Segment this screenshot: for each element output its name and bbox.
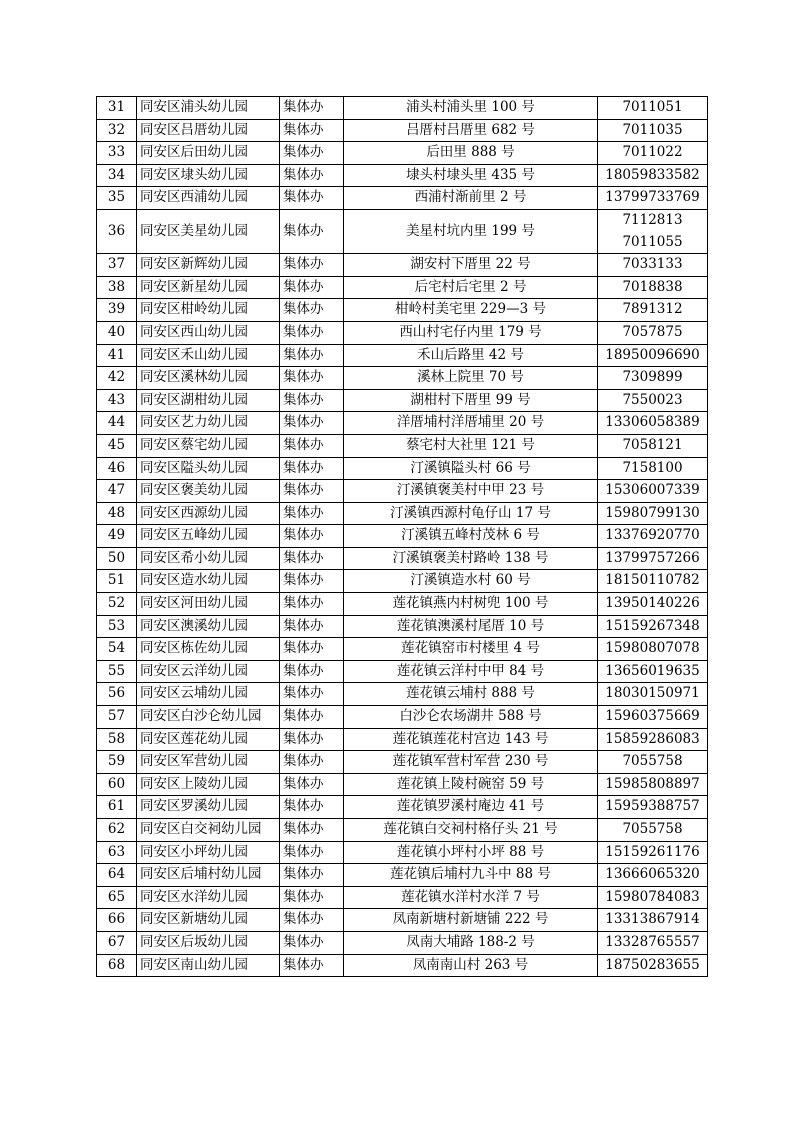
table-row <box>97 683 708 706</box>
table-row <box>97 209 708 253</box>
phone-number: 7011022 <box>622 144 683 161</box>
address: 西浦村渐前里 2 号 <box>344 187 598 210</box>
phone <box>598 187 708 210</box>
address: 莲花镇军营村军营 230 号 <box>344 751 598 774</box>
phone-number: 18030150971 <box>605 685 700 702</box>
ownership-type: 集体办 <box>280 593 344 616</box>
row-number: 62 <box>97 819 137 842</box>
phone-number: 7309899 <box>622 369 683 386</box>
phone-number: 15980799130 <box>605 504 700 521</box>
ownership-type: 集体办 <box>280 864 344 887</box>
row-number: 61 <box>97 796 137 819</box>
phone-number: 7057875 <box>622 323 683 340</box>
address: 凤南新塘村新塘铺 222 号 <box>344 909 598 932</box>
kindergarten-name: 同安区后坂幼儿园 <box>137 931 280 954</box>
phone-number: 15960375669 <box>605 708 700 725</box>
phone <box>598 909 708 932</box>
kindergarten-name: 同安区五峰幼儿园 <box>137 525 280 548</box>
kindergarten-name: 同安区白交祠幼儿园 <box>137 819 280 842</box>
kindergarten-name: 同安区云洋幼儿园 <box>137 660 280 683</box>
phone <box>598 638 708 661</box>
kindergarten-name: 同安区湖柑幼儿园 <box>137 389 280 412</box>
table-row <box>97 502 708 525</box>
row-number: 45 <box>97 434 137 457</box>
phone <box>598 367 708 390</box>
phone-number: 18150110782 <box>605 572 700 589</box>
row-number: 66 <box>97 909 137 932</box>
address: 浦头村浦头里 100 号 <box>344 97 598 120</box>
kindergarten-name: 同安区新塘幼儿园 <box>137 909 280 932</box>
ownership-type: 集体办 <box>280 886 344 909</box>
kindergarten-name: 同安区禾山幼儿园 <box>137 344 280 367</box>
ownership-type: 集体办 <box>280 97 344 120</box>
address: 后田里 888 号 <box>344 142 598 165</box>
kindergarten-name: 同安区艺力幼儿园 <box>137 412 280 435</box>
kindergarten-name: 同安区上陵幼儿园 <box>137 773 280 796</box>
table-row <box>97 321 708 344</box>
phone-number: 18950096690 <box>605 346 700 363</box>
table-row <box>97 547 708 570</box>
kindergarten-name: 同安区云埔幼儿园 <box>137 683 280 706</box>
phone-number: 18750283655 <box>605 956 700 973</box>
table-row <box>97 570 708 593</box>
address: 西山村宅仔内里 179 号 <box>344 321 598 344</box>
row-number: 42 <box>97 367 137 390</box>
row-number: 37 <box>97 254 137 277</box>
ownership-type: 集体办 <box>280 615 344 638</box>
ownership-type: 集体办 <box>280 706 344 729</box>
ownership-type: 集体办 <box>280 142 344 165</box>
address: 汀溪镇西源村龟仔山 17 号 <box>344 502 598 525</box>
address: 莲花镇云埔村 888 号 <box>344 683 598 706</box>
row-number: 39 <box>97 299 137 322</box>
address: 莲花镇澳溪村尾厝 10 号 <box>344 615 598 638</box>
address: 莲花镇水洋村水洋 7 号 <box>344 886 598 909</box>
phone <box>598 547 708 570</box>
phone-number: 15306007339 <box>605 482 700 499</box>
row-number: 46 <box>97 457 137 480</box>
ownership-type: 集体办 <box>280 254 344 277</box>
phone-number: 18059833582 <box>605 166 700 183</box>
ownership-type: 集体办 <box>280 344 344 367</box>
row-number: 31 <box>97 97 137 120</box>
phone-number: 13376920770 <box>605 527 700 544</box>
phone <box>598 209 708 253</box>
table-row <box>97 389 708 412</box>
address: 湖安村下厝里 22 号 <box>344 254 598 277</box>
kindergarten-name: 同安区澳溪幼儿园 <box>137 615 280 638</box>
phone-number: 7058121 <box>622 436 683 453</box>
kindergarten-name: 同安区水洋幼儿园 <box>137 886 280 909</box>
kindergarten-name: 同安区小坪幼儿园 <box>137 841 280 864</box>
kindergarten-name: 同安区蔡宅幼儿园 <box>137 434 280 457</box>
phone <box>598 683 708 706</box>
address: 莲花镇莲花村宫边 143 号 <box>344 728 598 751</box>
kindergarten-name: 同安区西浦幼儿园 <box>137 187 280 210</box>
ownership-type: 集体办 <box>280 547 344 570</box>
address: 禾山后路里 42 号 <box>344 344 598 367</box>
ownership-type: 集体办 <box>280 954 344 977</box>
phone-number: 15980807078 <box>605 640 700 657</box>
address: 莲花镇白交祠村格仔头 21 号 <box>344 819 598 842</box>
row-number: 54 <box>97 638 137 661</box>
table-row <box>97 615 708 638</box>
phone <box>598 751 708 774</box>
phone-number: 13656019635 <box>605 662 700 679</box>
kindergarten-table <box>96 96 708 977</box>
table-row <box>97 660 708 683</box>
row-number: 47 <box>97 480 137 503</box>
ownership-type: 集体办 <box>280 321 344 344</box>
ownership-type: 集体办 <box>280 412 344 435</box>
ownership-type: 集体办 <box>280 457 344 480</box>
address: 洋厝埔村洋厝埔里 20 号 <box>344 412 598 435</box>
kindergarten-name: 同安区白沙仑幼儿园 <box>137 706 280 729</box>
ownership-type: 集体办 <box>280 773 344 796</box>
phone <box>598 254 708 277</box>
ownership-type: 集体办 <box>280 480 344 503</box>
address: 汀溪镇褒美村中甲 23 号 <box>344 480 598 503</box>
phone-number: 7011035 <box>622 121 683 138</box>
table-row <box>97 412 708 435</box>
table-row <box>97 909 708 932</box>
phone-number: 7033133 <box>622 256 683 273</box>
phone <box>598 97 708 120</box>
kindergarten-name: 同安区莲花幼儿园 <box>137 728 280 751</box>
phone <box>598 819 708 842</box>
row-number: 52 <box>97 593 137 616</box>
phone <box>598 480 708 503</box>
phone-number: 15159267348 <box>605 617 700 634</box>
kindergarten-name: 同安区美星幼儿园 <box>137 209 280 253</box>
row-number: 38 <box>97 276 137 299</box>
kindergarten-name: 同安区吕厝幼儿园 <box>137 119 280 142</box>
table-row <box>97 367 708 390</box>
kindergarten-name: 同安区隘头幼儿园 <box>137 457 280 480</box>
kindergarten-name: 同安区西源幼儿园 <box>137 502 280 525</box>
phone-number: 7055758 <box>622 753 683 770</box>
phone <box>598 864 708 887</box>
table-row <box>97 299 708 322</box>
ownership-type: 集体办 <box>280 796 344 819</box>
ownership-type: 集体办 <box>280 841 344 864</box>
kindergarten-name: 同安区埭头幼儿园 <box>137 164 280 187</box>
row-number: 68 <box>97 954 137 977</box>
row-number: 53 <box>97 615 137 638</box>
row-number: 43 <box>97 389 137 412</box>
row-number: 33 <box>97 142 137 165</box>
phone <box>598 502 708 525</box>
phone-number: 13799757266 <box>605 549 700 566</box>
phone <box>598 728 708 751</box>
phone <box>598 412 708 435</box>
phone-number: 15980784083 <box>605 888 700 905</box>
address: 湖柑村下厝里 99 号 <box>344 389 598 412</box>
kindergarten-name: 同安区浦头幼儿园 <box>137 97 280 120</box>
ownership-type: 集体办 <box>280 187 344 210</box>
phone <box>598 706 708 729</box>
phone-number: 15959388757 <box>605 798 700 815</box>
kindergarten-name: 同安区后埔村幼儿园 <box>137 864 280 887</box>
ownership-type: 集体办 <box>280 819 344 842</box>
address: 汀溪镇褒美村路岭 138 号 <box>344 547 598 570</box>
phone-number: 15859286083 <box>605 730 700 747</box>
phone <box>598 886 708 909</box>
address: 柑岭村美宅里 229—3 号 <box>344 299 598 322</box>
row-number: 32 <box>97 119 137 142</box>
address: 汀溪镇造水村 60 号 <box>344 570 598 593</box>
table-row <box>97 119 708 142</box>
ownership-type: 集体办 <box>280 931 344 954</box>
table-row <box>97 819 708 842</box>
table-body <box>97 97 708 977</box>
phone-number: 13313867914 <box>605 911 700 928</box>
table-row <box>97 593 708 616</box>
table-row <box>97 142 708 165</box>
row-number: 51 <box>97 570 137 593</box>
kindergarten-name: 同安区造水幼儿园 <box>137 570 280 593</box>
phone-number: 13328765557 <box>605 933 700 950</box>
kindergarten-name: 同安区新星幼儿园 <box>137 276 280 299</box>
table-row <box>97 97 708 120</box>
address: 后宅村后宅里 2 号 <box>344 276 598 299</box>
address: 汀溪镇五峰村茂林 6 号 <box>344 525 598 548</box>
phone <box>598 796 708 819</box>
ownership-type: 集体办 <box>280 751 344 774</box>
phone <box>598 344 708 367</box>
table-row <box>97 254 708 277</box>
table-row <box>97 164 708 187</box>
phone <box>598 570 708 593</box>
phone <box>598 276 708 299</box>
phone-number: 13666065320 <box>605 866 700 883</box>
table-row <box>97 706 708 729</box>
table-row <box>97 841 708 864</box>
table-row <box>97 931 708 954</box>
table-row <box>97 773 708 796</box>
table-row <box>97 864 708 887</box>
phone <box>598 457 708 480</box>
kindergarten-name: 同安区柑岭幼儿园 <box>137 299 280 322</box>
ownership-type: 集体办 <box>280 276 344 299</box>
ownership-type: 集体办 <box>280 638 344 661</box>
ownership-type: 集体办 <box>280 209 344 253</box>
kindergarten-name: 同安区南山幼儿园 <box>137 954 280 977</box>
row-number: 35 <box>97 187 137 210</box>
phone-number: 7112813 <box>622 211 683 228</box>
phone <box>598 389 708 412</box>
table-row <box>97 796 708 819</box>
address: 莲花镇小坪村小坪 88 号 <box>344 841 598 864</box>
address: 莲花镇云洋村中甲 84 号 <box>344 660 598 683</box>
phone-number: 15159261176 <box>605 843 700 860</box>
row-number: 67 <box>97 931 137 954</box>
table-row <box>97 525 708 548</box>
table-row <box>97 434 708 457</box>
ownership-type: 集体办 <box>280 119 344 142</box>
phone-number: 13799733769 <box>605 189 700 206</box>
ownership-type: 集体办 <box>280 299 344 322</box>
row-number: 44 <box>97 412 137 435</box>
phone-number: 13306058389 <box>605 414 700 431</box>
phone <box>598 434 708 457</box>
phone <box>598 954 708 977</box>
kindergarten-name: 同安区后田幼儿园 <box>137 142 280 165</box>
row-number: 56 <box>97 683 137 706</box>
address: 汀溪镇隘头村 66 号 <box>344 457 598 480</box>
kindergarten-name: 同安区军营幼儿园 <box>137 751 280 774</box>
address: 莲花镇上陵村碗窑 59 号 <box>344 773 598 796</box>
phone-number: 15985808897 <box>605 775 700 792</box>
ownership-type: 集体办 <box>280 502 344 525</box>
row-number: 48 <box>97 502 137 525</box>
row-number: 65 <box>97 886 137 909</box>
ownership-type: 集体办 <box>280 570 344 593</box>
ownership-type: 集体办 <box>280 434 344 457</box>
row-number: 64 <box>97 864 137 887</box>
phone-number: 7550023 <box>622 391 683 408</box>
address: 凤南南山村 263 号 <box>344 954 598 977</box>
ownership-type: 集体办 <box>280 909 344 932</box>
address: 溪林上院里 70 号 <box>344 367 598 390</box>
address: 美星村坑内里 199 号 <box>344 209 598 253</box>
phone <box>598 142 708 165</box>
ownership-type: 集体办 <box>280 525 344 548</box>
table-row <box>97 954 708 977</box>
phone-number: 7158100 <box>622 459 683 476</box>
table-row <box>97 886 708 909</box>
ownership-type: 集体办 <box>280 660 344 683</box>
kindergarten-name: 同安区罗溪幼儿园 <box>137 796 280 819</box>
row-number: 60 <box>97 773 137 796</box>
phone <box>598 841 708 864</box>
kindergarten-name: 同安区河田幼儿园 <box>137 593 280 616</box>
row-number: 63 <box>97 841 137 864</box>
address: 白沙仑农场湖井 588 号 <box>344 706 598 729</box>
row-number: 40 <box>97 321 137 344</box>
kindergarten-name: 同安区栋佐幼儿园 <box>137 638 280 661</box>
kindergarten-name: 同安区希小幼儿园 <box>137 547 280 570</box>
phone-number: 7055758 <box>622 821 683 837</box>
ownership-type: 集体办 <box>280 389 344 412</box>
address: 莲花镇后埔村九斗中 88 号 <box>344 864 598 887</box>
table-row <box>97 751 708 774</box>
address: 蔡宅村大社里 121 号 <box>344 434 598 457</box>
table-row <box>97 728 708 751</box>
kindergarten-name: 同安区溪林幼儿园 <box>137 367 280 390</box>
phone-number: 7891312 <box>622 301 683 318</box>
phone-number: 7011055 <box>622 233 683 250</box>
phone <box>598 615 708 638</box>
table-row <box>97 276 708 299</box>
phone <box>598 525 708 548</box>
phone <box>598 119 708 142</box>
phone <box>598 931 708 954</box>
row-number: 50 <box>97 547 137 570</box>
phone <box>598 773 708 796</box>
ownership-type: 集体办 <box>280 728 344 751</box>
phone-number: 7018838 <box>622 278 683 295</box>
address: 埭头村埭头里 435 号 <box>344 164 598 187</box>
row-number: 59 <box>97 751 137 774</box>
kindergarten-name: 同安区西山幼儿园 <box>137 321 280 344</box>
phone <box>598 299 708 322</box>
ownership-type: 集体办 <box>280 164 344 187</box>
address: 莲花镇窑市村楼里 4 号 <box>344 638 598 661</box>
address: 莲花镇燕内村树兜 100 号 <box>344 593 598 616</box>
row-number: 49 <box>97 525 137 548</box>
table-row <box>97 457 708 480</box>
address: 吕厝村吕厝里 682 号 <box>344 119 598 142</box>
row-number: 36 <box>97 209 137 253</box>
phone-number: 7011051 <box>622 99 683 115</box>
table-row <box>97 480 708 503</box>
phone <box>598 660 708 683</box>
phone <box>598 164 708 187</box>
row-number: 58 <box>97 728 137 751</box>
phone-number: 13950140226 <box>605 595 700 612</box>
address: 莲花镇罗溪村庵边 41 号 <box>344 796 598 819</box>
row-number: 41 <box>97 344 137 367</box>
kindergarten-name: 同安区褒美幼儿园 <box>137 480 280 503</box>
ownership-type: 集体办 <box>280 683 344 706</box>
row-number: 34 <box>97 164 137 187</box>
kindergarten-name: 同安区新辉幼儿园 <box>137 254 280 277</box>
ownership-type: 集体办 <box>280 367 344 390</box>
row-number: 55 <box>97 660 137 683</box>
address: 凤南大埔路 188-2 号 <box>344 931 598 954</box>
phone <box>598 593 708 616</box>
table-row <box>97 187 708 210</box>
row-number: 57 <box>97 706 137 729</box>
table-row <box>97 638 708 661</box>
table-row <box>97 344 708 367</box>
phone <box>598 321 708 344</box>
